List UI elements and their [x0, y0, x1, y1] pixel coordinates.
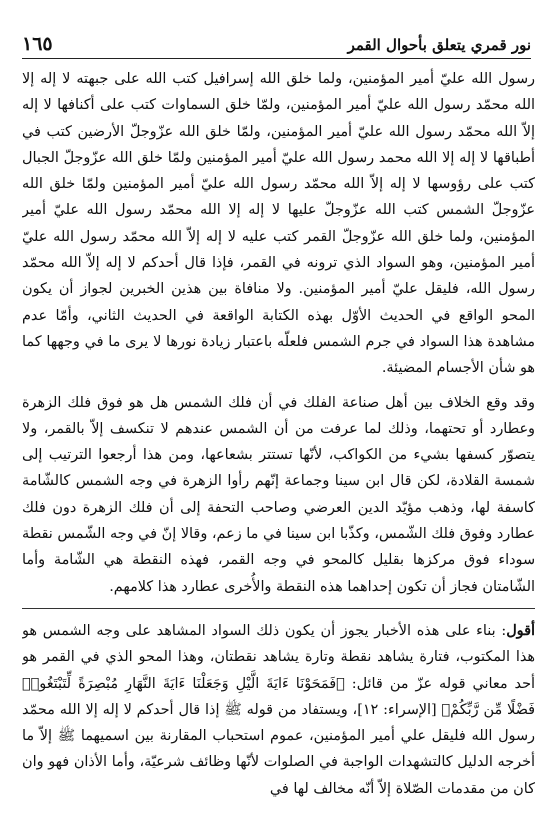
paragraph-3 — [22, 618, 535, 802]
paragraph-3-text: : بناء على هذه الأخبار يجوز أن يكون ذلك السواد المشاهد على وجه الشمس هو هذا المكتوب، فتارة يشاهد نقطة وتارة يشاهد نقطتان، وهذا المحو الذي في القمر هو أحد معاني قوله عزّ من قائل: ﴿فَمَحَوْنَا ءَايَةَ الَّيْلِ وَجَعَلْنَا ءَايَةَ النَّهَارِ مُبْصِرَةً لِّتَبْتَغُوا۟ فَضْلًا مِّن رَّبِّكُمْ﴾ [الإسراء: ١٢]، ويستفاد من قوله ﷺ إذا قال أحدكم لا إله إلا الله محمّد رسول الله فليقل علي أمير المؤمنين، عموم استحباب المقارنة بين اسميهما ﷺ إلاّ ما أخرجه الدليل كالتشهدات الواجبة في الصلوات لأنّها وظائف شرعيّة، وأما الأذان فهو وان كان من مقدمات الصّلاة إلاّ أنّه مخالف لها في — [22, 622, 535, 797]
paragraph-3-label: أقول — [506, 621, 535, 639]
paragraph-2: وقد وقع الخلاف بين أهل صناعة الفلك في أن فلك الشمس هل هو فوق فلك الزهرة وعطارد أو تحتهما، وذلك لما عرفت من أن الشمس عندهم لا تنكسف إلاّ بالقمر، ولا يتصوّر كسفها بشيء من الكواكب، لأنّها تستتر بشعاعها، ومن هذا أرجعوا الترتيب إلى شمسة القلادة، لكن قال ابن سينا وجماعة إنّهم رأوا الزهرة في وجه الشمس كالشّامة كاسفة لها، وذهب مؤيّد الدين العرضي وصاحب التحفة إلى أن فلك الزهرة دون فلك عطارد وفوق فلك الشّمس، وكذّبا ابن سينا في ما زعم، وقالا إنّ في وجه الشّمس نقطة سوداء فوق مركزها بقليل كالمحو في وجه القمر، فهذه النقطة هي الشّامة وأما الشّامتان فجاز أن تكون إحداهما هذه النقطة والأُخرى عطارد هذا كلامهم. — [22, 394, 535, 595]
paragraph-1: رسول الله عليّ أمير المؤمنين، ولما خلق الله إسرافيل كتب الله على جبهته لا إله إلا الله محمّد رسول الله عليّ أمير المؤمنين، ولمّا خلق السماوات كتب على أكنافها لا إله إلاّ الله محمّد رسول الله عليّ أمير المؤمنين، ولمّا خلق الله عزّوجلّ الأرضين كتب في أطباقها لا إله إلا الله محمد رسول الله عليّ أمير المؤمنين ولمّا خلق الله عزّوجلّ الجبال كتب على رؤوسها لا إله إلاّ الله محمّد رسول الله عليّ أمير المؤمنين ولمّا خلق الله عزّوجلّ الشمس كتب الله عزّوجلّ عليها لا إله إلا الله محمّد رسول الله عليّ أمير المؤمنين، ولما خلق الله عزّوجلّ القمر كتب عليه لا إله إلاّ الله محمّد رسول الله عليّ أمير المؤمنين، وهو السواد الذي ترونه في القمر، فإذا قال أحدكم لا إله إلاّ الله محمّد رسول الله، فليقل عليّ أمير المؤمنين. ولا منافاة بين هذين الخبرين لجواز أن يكون المحو الواقع في الحديث الأوّل بهذه الكتابة الواقعة في الحديث الثاني، وأمّا عدم مشاهدة هذا السواد في جرم الشمس فلعلّه باعتبار زيادة نورها لا يرى ما في وجهها كما هو شأن الأجسام المضيئة. — [22, 71, 535, 377]
page-header — [22, 22, 531, 59]
page-number: ١٦٥ — [22, 33, 53, 55]
section-divider — [22, 608, 535, 610]
page-body — [22, 66, 535, 818]
running-title: نور قمري يتعلق بأحوال القمر — [347, 36, 531, 54]
